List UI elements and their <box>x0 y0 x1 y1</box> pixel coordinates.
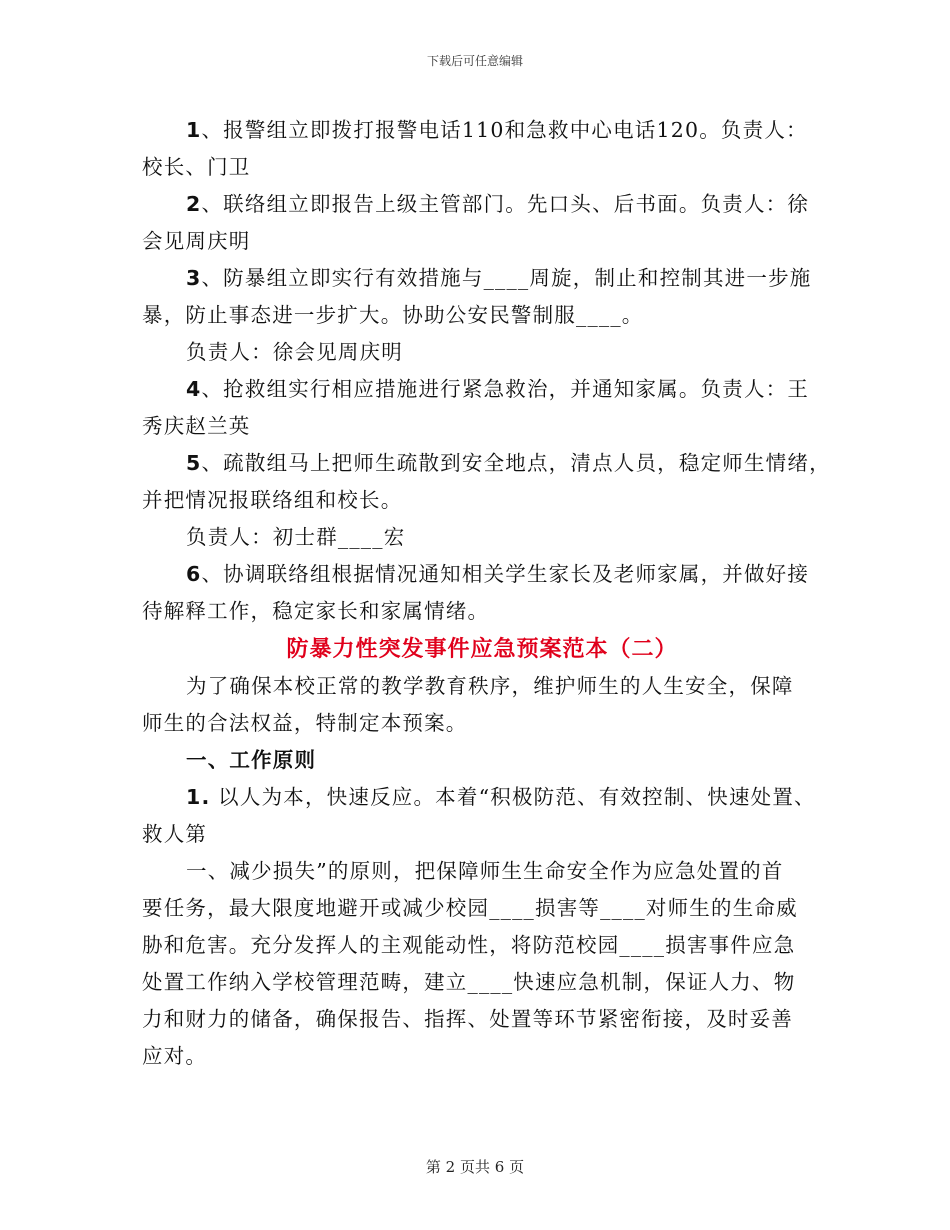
page-footer: 第 2 页共 6 页 <box>425 1158 525 1176</box>
paragraph-line-3: 胁和危害。充分发挥人的主观能动性，将防范校园____损害事件应急 <box>142 933 796 957</box>
document-body <box>142 112 831 1075</box>
paragraph-line-1: 一、减少损失”的原则，把保障师生生命安全作为应急处置的首 <box>186 859 784 883</box>
item-1-line-2: 校长、门卫 <box>142 155 251 179</box>
item-5-line-1: 5、疏散组马上把师生疏散到安全地点，清点人员，稳定师生情绪， <box>186 451 831 475</box>
intro-line-1: 为了确保本校正常的教学教育秩序，维护师生的人生安全，保障 <box>186 674 794 698</box>
item-3-line-1: 3、防暴组立即实行有效措施与____周旋，制止和控制其进一步施 <box>186 266 812 290</box>
paragraph-line-6: 应对。 <box>142 1044 208 1068</box>
paragraph-line-5: 力和财力的储备，确保报告、指挥、处置等环节紧密衔接，及时妥善 <box>142 1007 793 1031</box>
intro-line-2: 师生的合法权益，特制定本预案。 <box>142 711 468 735</box>
page-header: 下载后可任意编辑 <box>426 54 523 68</box>
item-2-line-2: 会见周庆明 <box>142 229 251 253</box>
item-4-line-2: 秀庆赵兰英 <box>142 414 251 438</box>
principle-1-line-2: 救人第 <box>142 822 208 846</box>
item-6-line-2: 待解释工作，稳定家长和家属情绪。 <box>142 599 490 623</box>
item-3-line-2: 暴，防止事态进一步扩大。协助公安民警制服____。 <box>142 303 644 327</box>
heading-work-principles: 一、工作原则 <box>186 748 317 772</box>
paragraph-line-4: 处置工作纳入学校管理范畴，建立____快速应急机制，保证人力、物 <box>142 970 796 994</box>
item-1-line-1: 1、报警组立即拨打报警电话110和急救中心电话120。负责人： <box>186 118 808 142</box>
item-6-line-1: 6、协调联络组根据情况通知相关学生家长及老师家属，并做好接 <box>186 562 810 586</box>
item-3-responsible: 负责人：徐会见周庆明 <box>186 340 403 364</box>
item-5-line-2: 并把情况报联络组和校长。 <box>142 488 403 512</box>
item-4-line-1: 4、抢救组实行相应措施进行紧急救治，并通知家属。负责人：王 <box>186 377 810 401</box>
paragraph-line-2: 要任务，最大限度地避开或减少校园____损害等____对师生的生命威 <box>142 896 798 920</box>
principle-1-line-1: 1. 以人为本，快速反应。本着“积极防范、有效控制、快速处置、 <box>186 785 816 809</box>
section-title: 防暴力性突发事件应急预案范本（二） <box>286 637 678 662</box>
item-2-line-1: 2、联络组立即报告上级主管部门。先口头、后书面。负责人：徐 <box>186 192 810 216</box>
item-5-responsible: 负责人：初士群____宏 <box>186 525 406 549</box>
